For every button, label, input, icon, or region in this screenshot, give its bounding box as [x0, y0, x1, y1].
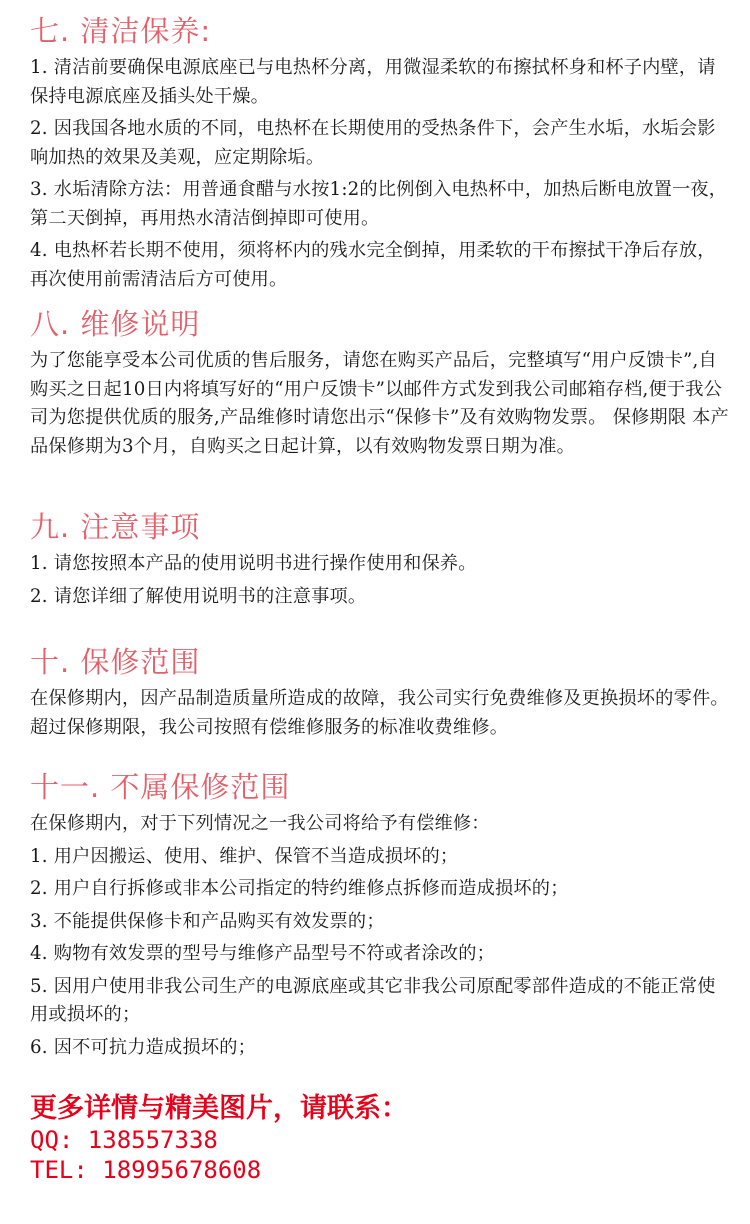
list-item: 1. 清洁前要确保电源底座已与电热杯分离，用微湿柔软的布擦拭杯身和杯子内壁，请保持电源底座及插头处干燥。	[30, 57, 716, 107]
list-item: 4. 电热杯若长期不使用，须将杯内的残水完全倒掉，用柔软的干布擦拭干净后存放，再次使用前需清洁后方可使用。	[30, 240, 716, 290]
section-title: 七. 清洁保养:	[30, 14, 212, 48]
list-item: 3. 不能提供保修卡和产品购买有效发票的；	[30, 910, 385, 932]
section-cleaning	[30, 14, 730, 298]
section-title: 九. 注意事项	[30, 510, 201, 544]
paragraph: 在保修期内，因产品制造质量所造成的故障，我公司实行免费维修及更换损坏的零件。超过保修期限，我公司按照有偿维修服务的标准收费维修。	[30, 688, 729, 738]
section-title: 十一. 不属保修范围	[30, 770, 291, 804]
contact-tel: TEL: 18995678608	[30, 1156, 262, 1184]
section-title: 八. 维修说明	[30, 307, 201, 341]
list-item: 4. 购物有效发票的型号与维修产品型号不符或者涂改的；	[30, 943, 496, 964]
list-item: 5. 因用户使用非我公司生产的电源底座或其它非我公司原配零部件造成的不能正常使用或损坏的；	[30, 975, 716, 1025]
section-title: 十. 保修范围	[30, 645, 201, 679]
list-item: 2. 请您详细了解使用说明书的注意事项。	[30, 585, 367, 607]
section-warranty-scope	[30, 645, 730, 742]
list-item: 1. 请您按照本产品的使用说明书进行操作使用和保养。	[30, 553, 477, 574]
list-item: 2. 用户自行拆修或非本公司指定的特约维修点拆修而造成损坏的；	[30, 878, 569, 899]
section-repair	[30, 307, 730, 461]
section-not-covered	[30, 770, 730, 1066]
list-item: 6. 因不可抗力造成损坏的；	[30, 1036, 256, 1058]
contact-qq: QQ: 138557338	[30, 1126, 218, 1154]
list-item: 2. 因我国各地水质的不同，电热杯在长期使用的受热条件下，会产生水垢，水垢会影响加热的效果及美观，应定期除垢。	[30, 118, 716, 168]
contact-title: 更多详情与精美图片，请联系：	[30, 1093, 408, 1124]
contact-block	[30, 1093, 408, 1185]
list-item: 3. 水垢清除方法：用普通食醋与水按1:2的比例倒入电热杯中，加热后断电放置一夜，第二天倒掉，再用热水清洁倒掉即可使用。	[30, 179, 728, 229]
paragraph: 为了您能享受本公司优质的售后服务，请您在购买产品后，完整填写“用户反馈卡”,自购买之日起10日内将填写好的“用户反馈卡”以邮件方式发到我公司邮箱存档,便于我公司为您提供优质的服务,产品维修时请您出示“保修卡”及有效购物发票。 保修期限 本产品保修期为3个月，自购买之日起计算，以有效购物发票日期为准。	[30, 350, 729, 457]
list-item: 1. 用户因搬运、使用、维护、保管不当造成损坏的；	[30, 845, 459, 867]
paragraph-intro: 在保修期内，对于下列情况之一我公司将给予有偿维修：	[30, 813, 490, 834]
section-notes	[30, 510, 477, 615]
